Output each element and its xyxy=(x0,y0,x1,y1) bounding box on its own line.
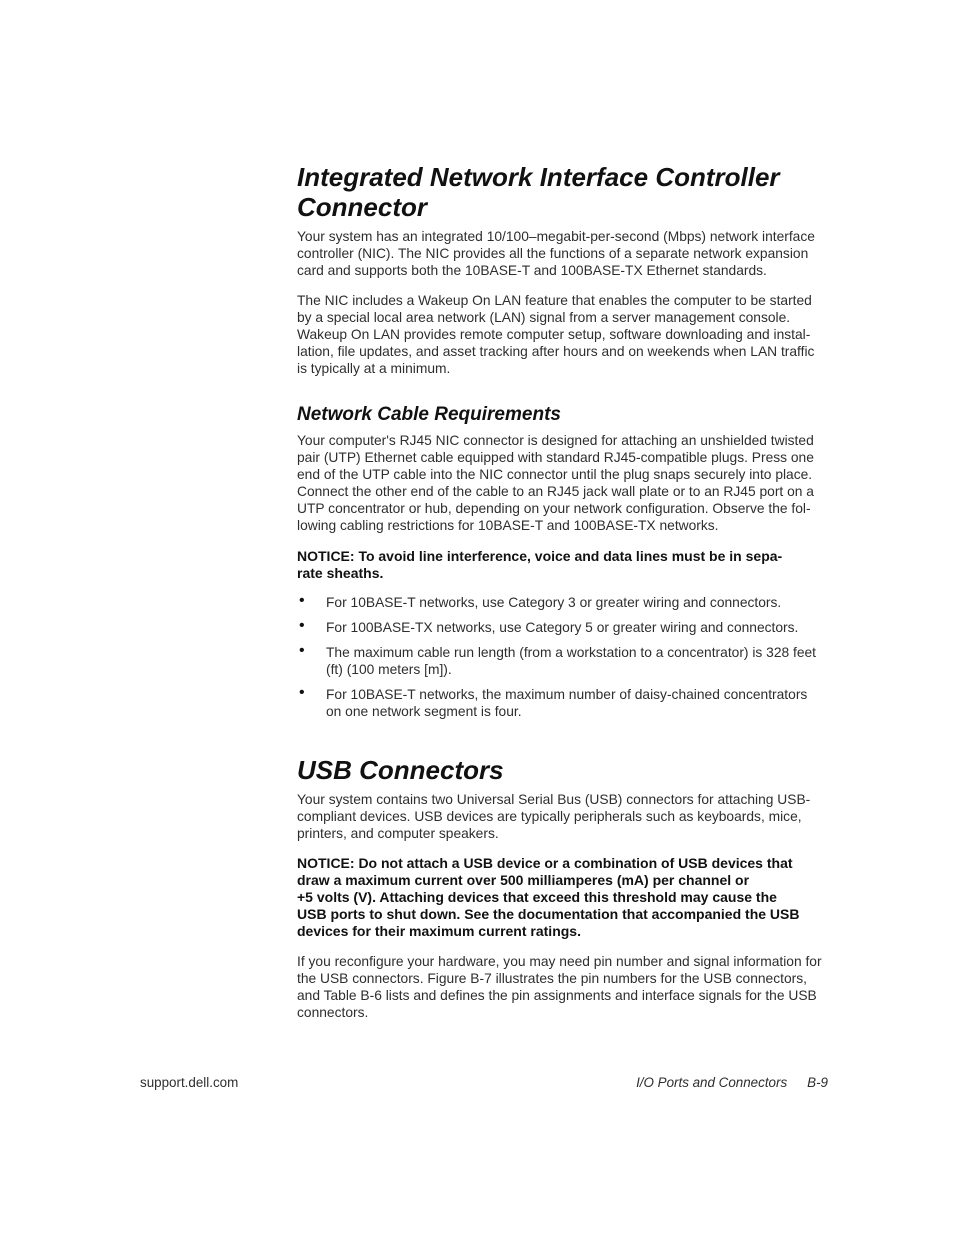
heading-line: Integrated Network Interface Controller xyxy=(297,162,780,192)
cabling-restrictions-list xyxy=(297,594,827,720)
running-footer xyxy=(636,1074,828,1091)
bullet-marker: • xyxy=(299,642,305,659)
nic-section-heading xyxy=(297,162,827,222)
text-line: compliant devices. USB devices are typically peripherals such as keyboards, mice, xyxy=(297,809,802,824)
usb-section-heading xyxy=(297,755,827,785)
cable-requirements-paragraph xyxy=(297,432,827,534)
content-column xyxy=(297,162,827,1021)
text-line: If you reconfigure your hardware, you may need pin number and signal information for xyxy=(297,954,822,969)
usb-pin-info-paragraph xyxy=(297,953,827,1021)
cable-requirements-heading xyxy=(297,404,827,426)
text-line: controller (NIC). The NIC provides all the functions of a separate network expansion xyxy=(297,246,809,261)
text-line: The maximum cable run length (from a workstation to a concentrator) is 328 feet xyxy=(326,645,817,660)
usb-current-notice xyxy=(297,855,827,940)
text-line: the USB connectors. Figure B-7 illustrates the pin numbers for the USB connectors, xyxy=(297,971,807,986)
list-item xyxy=(297,644,827,678)
text-line: Your system contains two Universal Serial Bus (USB) connectors for attaching USB- xyxy=(297,792,811,807)
text-line: For 10BASE-T networks, the maximum number of daisy-chained concentrators xyxy=(326,687,808,702)
text-line: For 100BASE-TX networks, use Category 5 or greater wiring and connectors. xyxy=(326,620,799,635)
notice-line: +5 volts (V). Attaching devices that exceed this threshold may cause the xyxy=(297,889,777,905)
footer-site: support.dell.com xyxy=(140,1075,239,1090)
heading-line: Connector xyxy=(297,192,427,222)
text-line: end of the UTP cable into the NIC connector until the plug snaps securely into place. xyxy=(297,467,813,482)
text-line: printers, and computer speakers. xyxy=(297,826,499,841)
notice-line: draw a maximum current over 500 milliamperes (mA) per channel or xyxy=(297,872,750,888)
text-line: connectors. xyxy=(297,1005,369,1020)
text-line: lowing cabling restrictions for 10BASE-T and 100BASE-TX networks. xyxy=(297,518,719,533)
notice-line: NOTICE: To avoid line interference, voice and data lines must be in sepa- xyxy=(297,548,783,564)
text-line: Your system has an integrated 10/100–megabit-per-second (Mbps) network interface xyxy=(297,229,815,244)
notice-line: USB ports to shut down. See the documentation that accompanied the USB xyxy=(297,906,800,922)
bullet-marker: • xyxy=(299,617,305,634)
text-line: and Table B-6 lists and defines the pin assignments and interface signals for the USB xyxy=(297,988,817,1003)
page-number: B-9 xyxy=(807,1075,828,1090)
text-line: Connect the other end of the cable to an RJ45 jack wall plate or to an RJ45 port on a xyxy=(297,484,814,499)
notice-line: rate sheaths. xyxy=(297,565,384,581)
list-item xyxy=(297,594,827,611)
text-line: on one network segment is four. xyxy=(326,704,522,719)
text-line: For 10BASE-T networks, use Category 3 or greater wiring and connectors. xyxy=(326,595,782,610)
text-line: card and supports both the 10BASE-T and 100BASE-TX Ethernet standards. xyxy=(297,263,767,278)
notice-line: NOTICE: Do not attach a USB device or a combination of USB devices that xyxy=(297,855,793,871)
heading-line: Network Cable Requirements xyxy=(297,404,561,425)
list-item xyxy=(297,619,827,636)
text-line: UTP concentrator or hub, depending on your network configuration. Observe the fol- xyxy=(297,501,811,516)
text-line: lation, file updates, and asset tracking after hours and on weekends when LAN traffic xyxy=(297,344,815,359)
nic-overview-paragraph xyxy=(297,228,827,279)
text-line: by a special local area network (LAN) signal from a server management console. xyxy=(297,310,791,325)
heading-line: USB Connectors xyxy=(297,755,504,785)
usb-intro-paragraph xyxy=(297,791,827,842)
text-line: Wakeup On LAN provides remote computer setup, software downloading and instal- xyxy=(297,327,811,342)
notice-line: devices for their maximum current ratings. xyxy=(297,923,581,939)
text-line: is typically at a minimum. xyxy=(297,361,451,376)
list-item xyxy=(297,686,827,720)
text-line: The NIC includes a Wakeup On LAN feature that enables the computer to be started xyxy=(297,293,812,308)
text-line: pair (UTP) Ethernet cable equipped with standard RJ45-compatible plugs. Press one xyxy=(297,450,814,465)
text-line: Your computer's RJ45 NIC connector is designed for attaching an unshielded twisted xyxy=(297,433,814,448)
line-interference-notice xyxy=(297,548,827,582)
footer-chapter-title: I/O Ports and Connectors xyxy=(636,1075,788,1090)
bullet-marker: • xyxy=(299,592,305,609)
text-line: (ft) (100 meters [m]). xyxy=(326,662,452,677)
wakeup-on-lan-paragraph xyxy=(297,292,827,377)
bullet-marker: • xyxy=(299,684,305,701)
